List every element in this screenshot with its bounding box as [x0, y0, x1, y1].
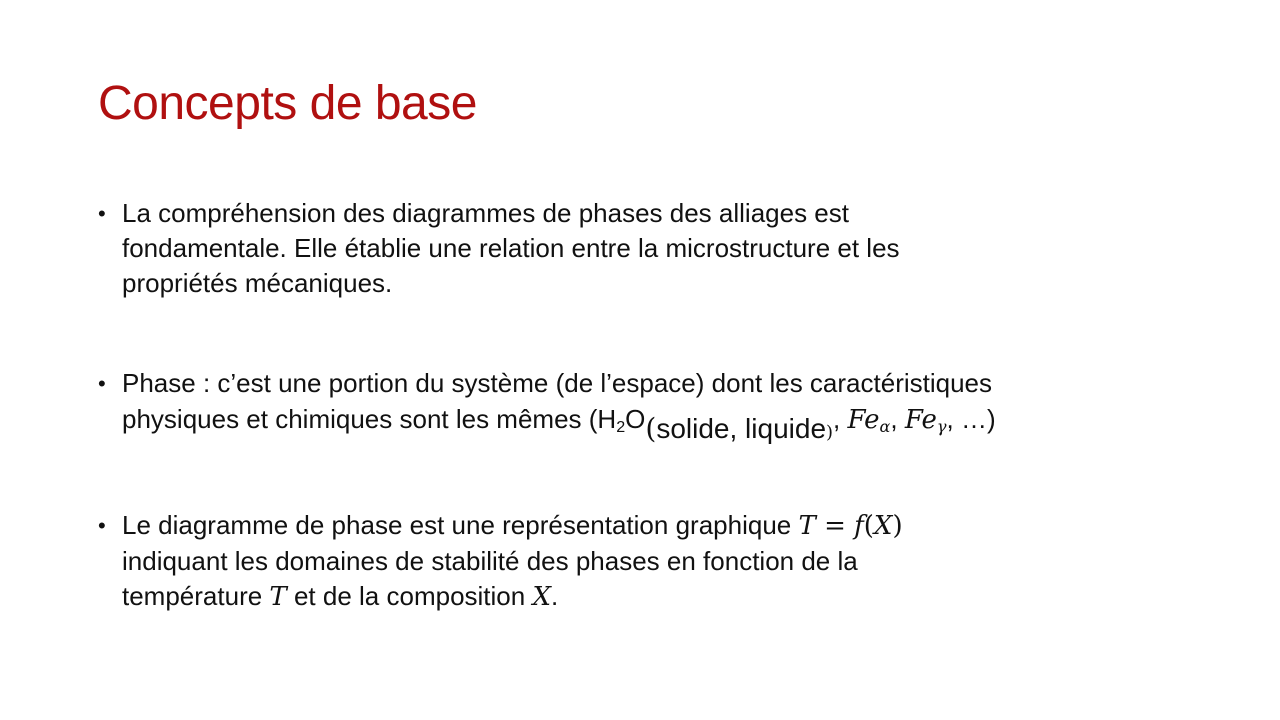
bullet-line: Phase : c’est une portion du système (de l’espace) dont les caractéristiques [122, 368, 993, 398]
state-text: solide, liquide [656, 413, 827, 444]
bullet-text [122, 508, 1268, 615]
math-symbol: Fe [904, 405, 937, 435]
math-symbol: Fe [847, 405, 880, 435]
math-subscript: α [879, 417, 891, 436]
text-segment: température [122, 581, 270, 611]
bullet-item [98, 508, 1268, 615]
bullet-dot-icon: • [98, 201, 106, 226]
text-segment: Le diagramme de phase est une représentation graphique [122, 510, 799, 540]
bullet-line: fondamentale. Elle établie une relation entre la microstructure et les [122, 233, 900, 263]
math-symbol: T [269, 582, 287, 612]
bullet-line: propriétés mécaniques. [122, 268, 393, 298]
bullet-item [98, 366, 1268, 445]
bullet-line [122, 401, 1268, 445]
bullet-line: La compréhension des diagrammes de phases des alliages est [122, 198, 849, 228]
bullet-item [98, 196, 1268, 301]
bullet-text [122, 366, 1268, 445]
text-segment: , [833, 404, 848, 434]
math-paren: ( [863, 511, 874, 541]
math-operator: = [815, 511, 855, 541]
bullet-text [122, 196, 1268, 301]
math-symbol: T [798, 511, 816, 541]
bullet-dot-icon: • [98, 371, 106, 396]
math-paren: ) [892, 511, 903, 541]
state-annotation [645, 413, 833, 444]
math-symbol: X [532, 582, 551, 612]
text-segment: et de la composition [286, 581, 533, 611]
subscript: 2 [616, 418, 626, 436]
text-segment: , [890, 404, 905, 434]
text-segment: physiques et chimiques sont les mêmes (H [122, 404, 617, 434]
math-symbol: f [854, 511, 864, 541]
bullet-line: indiquant les domaines de stabilité des phases en fonction de la [122, 546, 858, 576]
text-segment: . [550, 581, 559, 611]
bullet-line [122, 579, 1268, 615]
text-segment: , …) [946, 404, 996, 434]
state-open-paren: ( [645, 412, 657, 445]
slide-title: Concepts de base [98, 77, 477, 130]
math-symbol: X [873, 511, 893, 541]
bullet-line [122, 508, 1268, 544]
state-close-paren: ) [826, 422, 834, 443]
bullet-dot-icon: • [98, 513, 106, 538]
math-subscript: γ [936, 417, 947, 436]
text-segment: O [625, 404, 646, 434]
